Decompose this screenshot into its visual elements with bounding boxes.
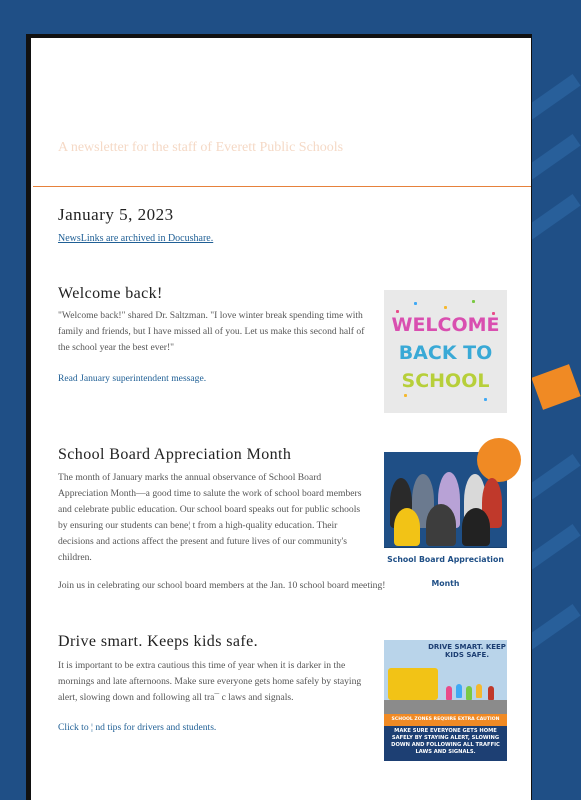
- school-word: SCHOOL: [401, 370, 490, 392]
- article-title: Welcome back!: [58, 285, 163, 302]
- archive-link[interactable]: NewsLinks are archived in Docushare.: [58, 233, 214, 244]
- masthead-tagline: A newsletter for the staff of Everett Public Schools: [58, 140, 344, 155]
- article-body: The month of January marks the annual observance of School Board Appreciation Month—a good time to salute the work of school board members and celebrate public education. Our school board speaks out for public schools by ensuring our students can bene¦ t from a high-quality education. Their decisions and actions affect the present and future lives of our community's children.: [58, 472, 362, 563]
- drive-smart-footer: MAKE SURE EVERYONE GETS HOME SAFELY BY STAYING ALERT, SLOWING DOWN AND FOLLOWING ALL TRAFFIC LAWS AND SIGNALS.: [391, 728, 500, 755]
- school-bus-icon: [388, 668, 438, 700]
- issue-date: January 5, 2023: [58, 205, 174, 224]
- article-title: Drive smart. Keeps kids safe.: [58, 633, 258, 650]
- welcome-word: WELCOME: [391, 314, 500, 336]
- school-zone-band: SCHOOL ZONES REQUIRE EXTRA CAUTION: [384, 714, 507, 726]
- drive-smart-image: [384, 640, 507, 761]
- back-to-word: BACK TO: [398, 342, 493, 364]
- drive-smart-headline: DRIVE SMART. KEEP KIDS SAFE.: [428, 643, 506, 659]
- article-body: "Welcome back!" shared Dr. Saltzman. "I love winter break spending time with family and friends, but I have missed all of you. Let us make this second half of the school year the best ever!": [58, 310, 365, 353]
- masthead: [33, 40, 531, 187]
- article-note: Join us in celebrating our school board members at the Jan. 10 school board meeting!: [58, 580, 386, 591]
- article-title: School Board Appreciation Month: [58, 446, 292, 463]
- decorative-pattern: [532, 0, 565, 800]
- school-board-image: [384, 452, 507, 588]
- welcome-back-image: [384, 290, 507, 413]
- article-body: It is important to be extra cautious this time of year when it is darker in the mornings and late afternoons. Make sure everyone gets home safely by staying alert, slowing down and following all tra¯ c laws and signals.: [58, 660, 362, 703]
- school-board-image-caption: School Board Appreciation Month: [384, 548, 507, 572]
- superintendent-message-link[interactable]: Read January superintendent message.: [58, 373, 207, 384]
- driver-tips-link[interactable]: Click to ¦ nd tips for drivers and students.: [58, 722, 217, 733]
